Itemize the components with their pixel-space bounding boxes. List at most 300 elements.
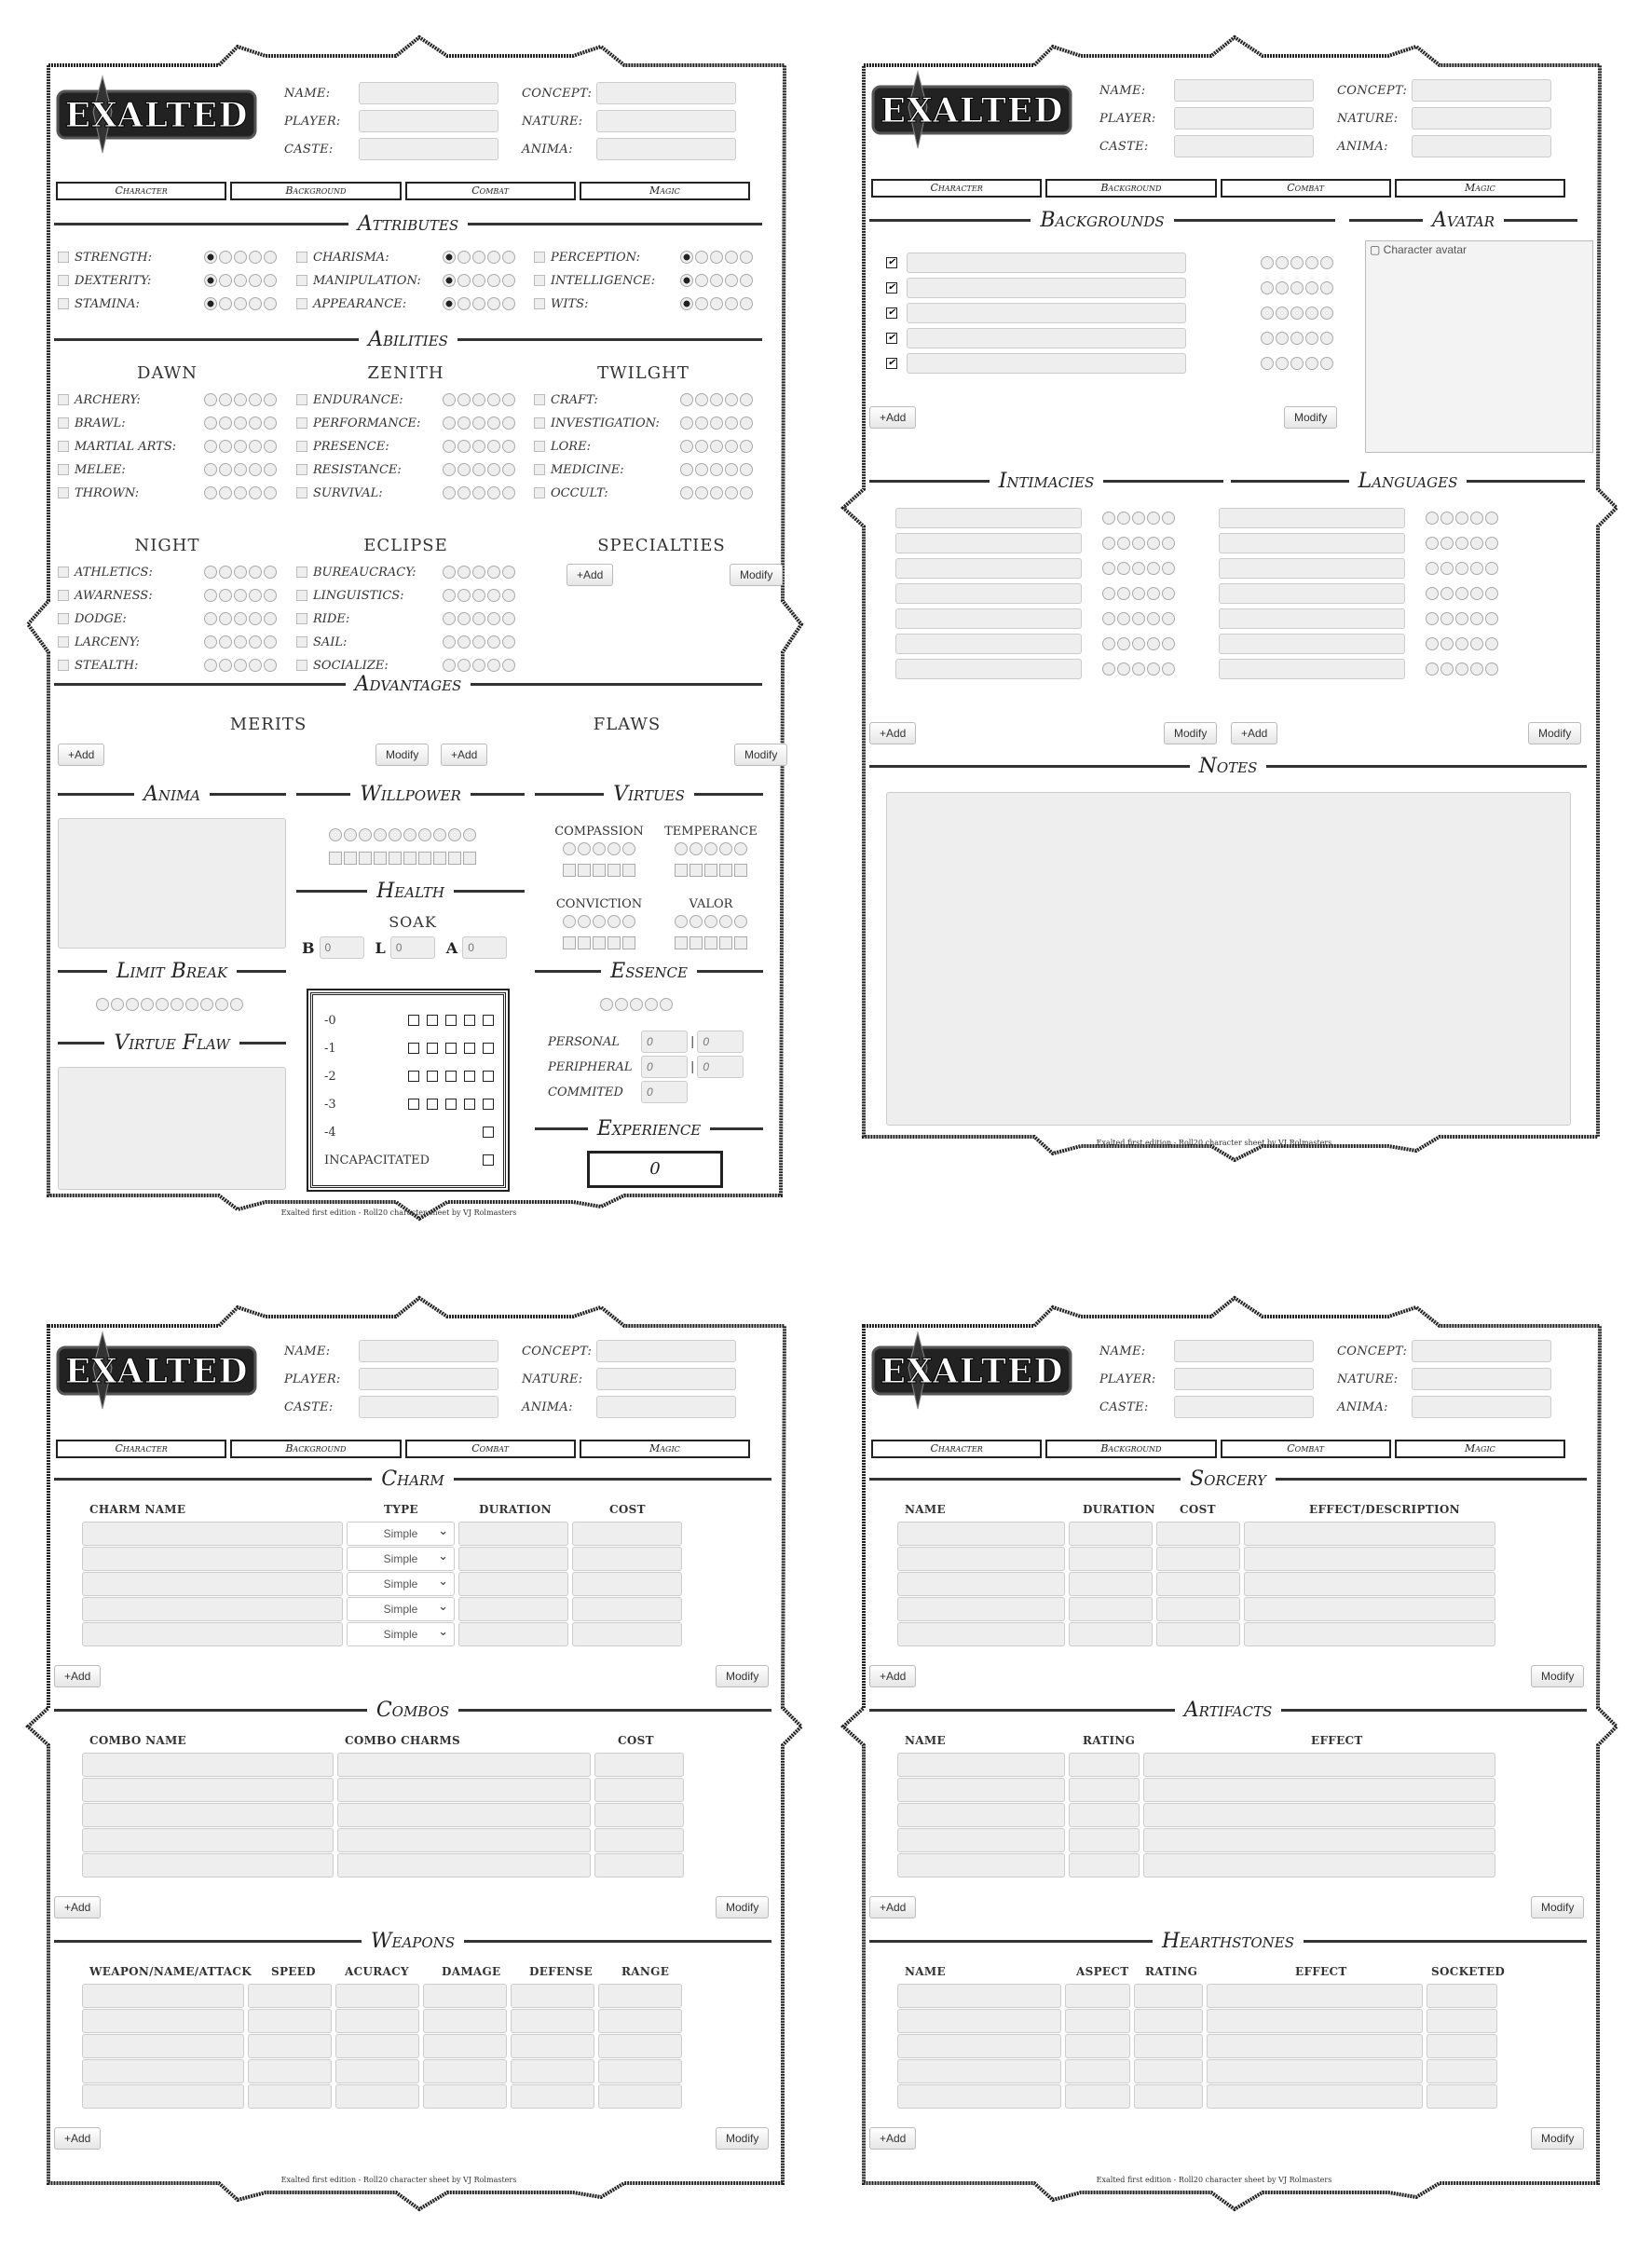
weapon-name-attack-cell[interactable] [82, 2059, 244, 2083]
ability-favored-checkbox[interactable] [58, 567, 69, 578]
health-box[interactable] [408, 1071, 419, 1082]
dot-5[interactable] [502, 463, 515, 476]
attribute-favored-checkbox[interactable] [58, 298, 69, 309]
health-box[interactable] [445, 1071, 457, 1082]
dot-3[interactable] [472, 416, 485, 430]
dot-2[interactable] [457, 416, 471, 430]
dot-4[interactable] [725, 274, 738, 287]
soak-input[interactable]: 0 [320, 936, 364, 959]
name-cell[interactable] [897, 1572, 1065, 1596]
dot-4[interactable] [249, 463, 262, 476]
dot-5[interactable] [389, 828, 402, 841]
dot-3[interactable] [1290, 357, 1304, 370]
cost-cell[interactable] [572, 1522, 682, 1546]
dot-3[interactable] [234, 440, 247, 453]
cost-cell[interactable] [1156, 1522, 1240, 1546]
anima-input[interactable] [1412, 1396, 1551, 1418]
defense-cell[interactable] [511, 1984, 594, 2008]
type-select[interactable]: Simple ⌄ [347, 1547, 455, 1571]
dot-1[interactable] [204, 612, 217, 625]
dot-3[interactable] [710, 416, 723, 430]
dot-4[interactable] [249, 297, 262, 310]
range-cell[interactable] [598, 2034, 682, 2058]
dot-1[interactable] [443, 659, 456, 672]
dot-1[interactable] [204, 659, 217, 672]
dot-1[interactable] [329, 852, 342, 865]
language-input[interactable] [1219, 558, 1405, 579]
attribute-favored-checkbox[interactable] [296, 275, 307, 286]
attribute-favored-checkbox[interactable] [534, 275, 545, 286]
name-cell[interactable] [897, 2084, 1061, 2109]
language-input[interactable] [1219, 533, 1405, 553]
dot-4[interactable] [487, 393, 500, 406]
dot-2[interactable] [219, 393, 232, 406]
dot-4[interactable] [645, 998, 658, 1011]
dot-2[interactable] [1276, 307, 1289, 320]
name-cell[interactable] [897, 1828, 1065, 1852]
tab-magic[interactable]: Magic [1395, 179, 1565, 198]
anima-input[interactable] [1412, 135, 1551, 157]
dot-5[interactable] [264, 566, 277, 579]
dot-2[interactable] [1117, 662, 1130, 676]
dot-9[interactable] [215, 998, 228, 1011]
weapon-name-attack-cell[interactable] [82, 2034, 244, 2058]
duration-cell[interactable] [458, 1572, 568, 1596]
dot-4[interactable] [1147, 662, 1160, 676]
dot-5[interactable] [264, 440, 277, 453]
dot-2[interactable] [457, 463, 471, 476]
intimacies-add-button[interactable]: +Add [869, 722, 916, 744]
dot-5[interactable] [1162, 587, 1175, 600]
dot-4[interactable] [249, 566, 262, 579]
dot-3[interactable] [472, 297, 485, 310]
dot-1[interactable] [1426, 612, 1439, 625]
tab-background[interactable]: Background [1045, 179, 1216, 198]
dot-5[interactable] [1485, 562, 1498, 575]
combo-charms-cell[interactable] [337, 1853, 591, 1878]
health-box[interactable] [464, 1043, 475, 1054]
damage-cell[interactable] [423, 2034, 507, 2058]
dot-5[interactable] [502, 486, 515, 499]
dot-7[interactable] [418, 852, 431, 865]
name-cell[interactable] [897, 1853, 1065, 1878]
dot-3[interactable] [1290, 256, 1304, 269]
health-box[interactable] [464, 1071, 475, 1082]
language-input[interactable] [1219, 508, 1405, 528]
dot-7[interactable] [418, 828, 431, 841]
ability-favored-checkbox[interactable] [58, 613, 69, 624]
dot-2[interactable] [695, 251, 708, 264]
nature-input[interactable] [596, 1368, 736, 1390]
dot-2[interactable] [1440, 637, 1454, 650]
dot-4[interactable] [1470, 587, 1483, 600]
dot-5[interactable] [1162, 537, 1175, 550]
combos-modify-button[interactable]: Modify [716, 1896, 769, 1918]
dot-2[interactable] [457, 393, 471, 406]
dot-4[interactable] [725, 440, 738, 453]
dot-4[interactable] [719, 842, 732, 855]
dot-4[interactable] [725, 463, 738, 476]
dot-2[interactable] [1117, 612, 1130, 625]
dot-1[interactable] [1102, 537, 1115, 550]
dot-2[interactable] [1117, 512, 1130, 525]
duration-cell[interactable] [1069, 1572, 1153, 1596]
combo-charms-cell[interactable] [337, 1828, 591, 1852]
dot-3[interactable] [1290, 332, 1304, 345]
ability-favored-checkbox[interactable] [534, 394, 545, 405]
cost-cell[interactable] [594, 1778, 684, 1802]
dot-4[interactable] [249, 440, 262, 453]
rating-cell[interactable] [1069, 1803, 1140, 1827]
dot-1[interactable] [204, 297, 217, 310]
acuracy-cell[interactable] [335, 2009, 419, 2033]
dot-1[interactable] [443, 612, 456, 625]
intimacy-input[interactable] [895, 608, 1082, 629]
concept-input[interactable] [596, 1340, 736, 1362]
ability-favored-checkbox[interactable] [296, 441, 307, 452]
dot-4[interactable] [1147, 587, 1160, 600]
dot-2[interactable] [1117, 637, 1130, 650]
dot-2[interactable] [1117, 562, 1130, 575]
type-select[interactable]: Simple ⌄ [347, 1597, 455, 1621]
rating-cell[interactable] [1069, 1828, 1140, 1852]
dot-3[interactable] [1455, 512, 1468, 525]
dot-4[interactable] [249, 635, 262, 649]
name-cell[interactable] [897, 1753, 1065, 1777]
effect-cell[interactable] [1143, 1803, 1495, 1827]
name-cell[interactable] [897, 1547, 1065, 1571]
weapons-modify-button[interactable]: Modify [716, 2127, 769, 2150]
type-select[interactable]: Simple ⌄ [347, 1522, 455, 1546]
dot-7[interactable] [185, 998, 198, 1011]
rating-cell[interactable] [1134, 2059, 1203, 2083]
attribute-favored-checkbox[interactable] [296, 252, 307, 263]
dot-5[interactable] [502, 440, 515, 453]
dot-1[interactable] [96, 998, 109, 1011]
dot-1[interactable] [1102, 562, 1115, 575]
dot-4[interactable] [374, 828, 387, 841]
dot-1[interactable] [563, 864, 576, 877]
health-box[interactable] [483, 1071, 494, 1082]
dot-3[interactable] [126, 998, 139, 1011]
dot-5[interactable] [622, 936, 635, 949]
dot-1[interactable] [204, 486, 217, 499]
dot-5[interactable] [734, 915, 747, 928]
dot-3[interactable] [234, 612, 247, 625]
background-checkbox[interactable]: ✔ [887, 282, 896, 293]
anima-textarea[interactable] [58, 818, 286, 949]
dot-3[interactable] [1455, 562, 1468, 575]
dot-4[interactable] [725, 416, 738, 430]
dot-1[interactable] [680, 393, 693, 406]
dot-8[interactable] [433, 828, 446, 841]
combo-name-cell[interactable] [82, 1853, 334, 1878]
dot-1[interactable] [1426, 587, 1439, 600]
dot-5[interactable] [734, 842, 747, 855]
effect-description-cell[interactable] [1244, 1547, 1495, 1571]
dot-4[interactable] [608, 864, 621, 877]
dot-2[interactable] [615, 998, 628, 1011]
dot-3[interactable] [710, 463, 723, 476]
dot-1[interactable] [443, 486, 456, 499]
background-checkbox[interactable]: ✔ [887, 307, 896, 318]
dot-1[interactable] [443, 274, 456, 287]
dot-1[interactable] [675, 936, 688, 949]
dot-3[interactable] [710, 486, 723, 499]
speed-cell[interactable] [248, 2009, 332, 2033]
dot-1[interactable] [1261, 357, 1274, 370]
dot-2[interactable] [457, 566, 471, 579]
dot-5[interactable] [622, 842, 635, 855]
dot-4[interactable] [1470, 612, 1483, 625]
dot-3[interactable] [234, 393, 247, 406]
speed-cell[interactable] [248, 2034, 332, 2058]
dot-2[interactable] [1276, 281, 1289, 294]
dot-3[interactable] [593, 842, 606, 855]
duration-cell[interactable] [1069, 1597, 1153, 1621]
ability-favored-checkbox[interactable] [58, 487, 69, 498]
duration-cell[interactable] [458, 1522, 568, 1546]
type-select[interactable]: Simple ⌄ [347, 1572, 455, 1596]
dot-4[interactable] [608, 842, 621, 855]
aspect-cell[interactable] [1065, 1984, 1130, 2008]
dot-2[interactable] [1276, 256, 1289, 269]
defense-cell[interactable] [511, 2009, 594, 2033]
dot-1[interactable] [443, 393, 456, 406]
dot-1[interactable] [204, 251, 217, 264]
background-name-input[interactable] [907, 253, 1186, 273]
dot-5[interactable] [1485, 512, 1498, 525]
combo-charms-cell[interactable] [337, 1803, 591, 1827]
intimacy-input[interactable] [895, 583, 1082, 604]
dot-3[interactable] [234, 274, 247, 287]
dot-3[interactable] [1132, 637, 1145, 650]
dot-1[interactable] [443, 566, 456, 579]
range-cell[interactable] [598, 1984, 682, 2008]
health-box[interactable] [445, 1015, 457, 1026]
dot-5[interactable] [1162, 562, 1175, 575]
dot-1[interactable] [1426, 512, 1439, 525]
dot-2[interactable] [219, 416, 232, 430]
dot-2[interactable] [457, 274, 471, 287]
damage-cell[interactable] [423, 2084, 507, 2109]
dot-1[interactable] [1102, 587, 1115, 600]
dot-3[interactable] [1290, 281, 1304, 294]
socketed-cell[interactable] [1427, 2059, 1497, 2083]
ability-favored-checkbox[interactable] [58, 636, 69, 648]
flaws-add-button[interactable]: +Add [441, 744, 487, 766]
combo-name-cell[interactable] [82, 1803, 334, 1827]
ability-favored-checkbox[interactable] [296, 464, 307, 475]
dot-3[interactable] [359, 828, 372, 841]
dot-2[interactable] [1440, 612, 1454, 625]
health-box[interactable] [427, 1071, 438, 1082]
combos-add-button[interactable]: +Add [54, 1896, 101, 1918]
ability-favored-checkbox[interactable] [534, 464, 545, 475]
dot-2[interactable] [457, 589, 471, 602]
cost-cell[interactable] [572, 1547, 682, 1571]
dot-5[interactable] [740, 251, 753, 264]
socketed-cell[interactable] [1427, 2084, 1497, 2109]
dot-4[interactable] [608, 915, 621, 928]
aspect-cell[interactable] [1065, 2059, 1130, 2083]
dot-4[interactable] [487, 612, 500, 625]
caste-input[interactable] [359, 1396, 498, 1418]
personal-max[interactable]: 0 [697, 1031, 744, 1053]
name-cell[interactable] [897, 2034, 1061, 2058]
dot-2[interactable] [1440, 662, 1454, 676]
background-checkbox[interactable]: ✔ [887, 333, 896, 343]
tab-character[interactable]: Character [871, 1440, 1042, 1458]
dot-2[interactable] [1117, 537, 1130, 550]
dot-5[interactable] [622, 864, 635, 877]
dot-3[interactable] [1290, 307, 1304, 320]
dot-5[interactable] [1485, 662, 1498, 676]
range-cell[interactable] [598, 2009, 682, 2033]
dot-4[interactable] [487, 440, 500, 453]
dot-5[interactable] [740, 393, 753, 406]
dot-4[interactable] [487, 274, 500, 287]
dot-1[interactable] [443, 463, 456, 476]
dot-1[interactable] [443, 635, 456, 649]
dot-2[interactable] [457, 486, 471, 499]
dot-4[interactable] [1147, 512, 1160, 525]
cost-cell[interactable] [572, 1597, 682, 1621]
hearthstones-modify-button[interactable]: Modify [1531, 2127, 1584, 2150]
dot-3[interactable] [234, 251, 247, 264]
dot-5[interactable] [264, 297, 277, 310]
dot-5[interactable] [264, 463, 277, 476]
dot-2[interactable] [578, 915, 591, 928]
dot-5[interactable] [1162, 637, 1175, 650]
nature-input[interactable] [1412, 1368, 1551, 1390]
soak-input[interactable]: 0 [390, 936, 435, 959]
dot-1[interactable] [1261, 281, 1274, 294]
ability-favored-checkbox[interactable] [296, 590, 307, 601]
dot-3[interactable] [630, 998, 643, 1011]
cost-cell[interactable] [594, 1753, 684, 1777]
health-box[interactable] [483, 1126, 494, 1138]
dot-3[interactable] [1455, 537, 1468, 550]
combo-name-cell[interactable] [82, 1828, 334, 1852]
dot-4[interactable] [249, 274, 262, 287]
dot-2[interactable] [1440, 512, 1454, 525]
dot-3[interactable] [1455, 587, 1468, 600]
dot-5[interactable] [264, 416, 277, 430]
dot-1[interactable] [1102, 662, 1115, 676]
dot-4[interactable] [487, 566, 500, 579]
health-box[interactable] [427, 1043, 438, 1054]
dot-3[interactable] [593, 915, 606, 928]
dot-2[interactable] [344, 852, 357, 865]
dot-3[interactable] [710, 274, 723, 287]
attribute-favored-checkbox[interactable] [534, 252, 545, 263]
cost-cell[interactable] [594, 1853, 684, 1878]
effect-cell[interactable] [1207, 2034, 1423, 2058]
dot-2[interactable] [111, 998, 124, 1011]
dot-5[interactable] [622, 915, 635, 928]
hearthstones-add-button[interactable]: +Add [869, 2127, 916, 2150]
background-name-input[interactable] [907, 303, 1186, 323]
dot-4[interactable] [487, 416, 500, 430]
intimacy-input[interactable] [895, 659, 1082, 679]
effect-cell[interactable] [1207, 1984, 1423, 2008]
nature-input[interactable] [596, 110, 736, 132]
charm-name-cell[interactable] [82, 1597, 343, 1621]
dot-5[interactable] [734, 936, 747, 949]
dot-1[interactable] [675, 915, 688, 928]
cost-cell[interactable] [594, 1828, 684, 1852]
dot-5[interactable] [740, 486, 753, 499]
dot-5[interactable] [264, 589, 277, 602]
dot-1[interactable] [204, 463, 217, 476]
ability-favored-checkbox[interactable] [58, 441, 69, 452]
intimacy-input[interactable] [895, 558, 1082, 579]
background-checkbox[interactable]: ✔ [887, 358, 896, 368]
speed-cell[interactable] [248, 2059, 332, 2083]
health-box[interactable] [445, 1099, 457, 1110]
weapon-name-attack-cell[interactable] [82, 1984, 244, 2008]
dot-3[interactable] [234, 486, 247, 499]
dot-1[interactable] [680, 440, 693, 453]
health-box[interactable] [483, 1043, 494, 1054]
dot-4[interactable] [1147, 537, 1160, 550]
dot-9[interactable] [448, 828, 461, 841]
health-box[interactable] [427, 1015, 438, 1026]
dot-4[interactable] [487, 251, 500, 264]
caste-input[interactable] [359, 138, 498, 160]
dot-5[interactable] [264, 659, 277, 672]
dot-4[interactable] [725, 251, 738, 264]
dot-2[interactable] [457, 612, 471, 625]
tab-combat[interactable]: Combat [405, 182, 576, 200]
dot-4[interactable] [374, 852, 387, 865]
dot-3[interactable] [472, 274, 485, 287]
acuracy-cell[interactable] [335, 2059, 419, 2083]
health-box[interactable] [427, 1099, 438, 1110]
dot-4[interactable] [1305, 256, 1318, 269]
dot-2[interactable] [1117, 587, 1130, 600]
dot-4[interactable] [249, 659, 262, 672]
dot-1[interactable] [1426, 537, 1439, 550]
ability-favored-checkbox[interactable] [534, 417, 545, 429]
dot-5[interactable] [660, 998, 673, 1011]
dot-2[interactable] [219, 440, 232, 453]
dot-3[interactable] [234, 566, 247, 579]
dot-1[interactable] [1102, 637, 1115, 650]
tab-character[interactable]: Character [56, 1440, 226, 1458]
dot-4[interactable] [1305, 332, 1318, 345]
background-name-input[interactable] [907, 353, 1186, 374]
player-input[interactable] [1174, 107, 1314, 130]
intimacies-modify-button[interactable]: Modify [1164, 722, 1217, 744]
dot-5[interactable] [389, 852, 402, 865]
virtue-flaw-textarea[interactable] [58, 1067, 286, 1190]
dot-5[interactable] [502, 251, 515, 264]
dot-4[interactable] [1305, 281, 1318, 294]
duration-cell[interactable] [458, 1597, 568, 1621]
dot-4[interactable] [1470, 637, 1483, 650]
cost-cell[interactable] [572, 1572, 682, 1596]
dot-2[interactable] [695, 393, 708, 406]
dot-1[interactable] [600, 998, 613, 1011]
dot-5[interactable] [264, 486, 277, 499]
specialties-add-button[interactable]: +Add [567, 564, 613, 586]
cost-cell[interactable] [1156, 1622, 1240, 1646]
dot-3[interactable] [472, 463, 485, 476]
specialties-modify-button[interactable]: Modify [730, 564, 783, 586]
dot-2[interactable] [578, 936, 591, 949]
